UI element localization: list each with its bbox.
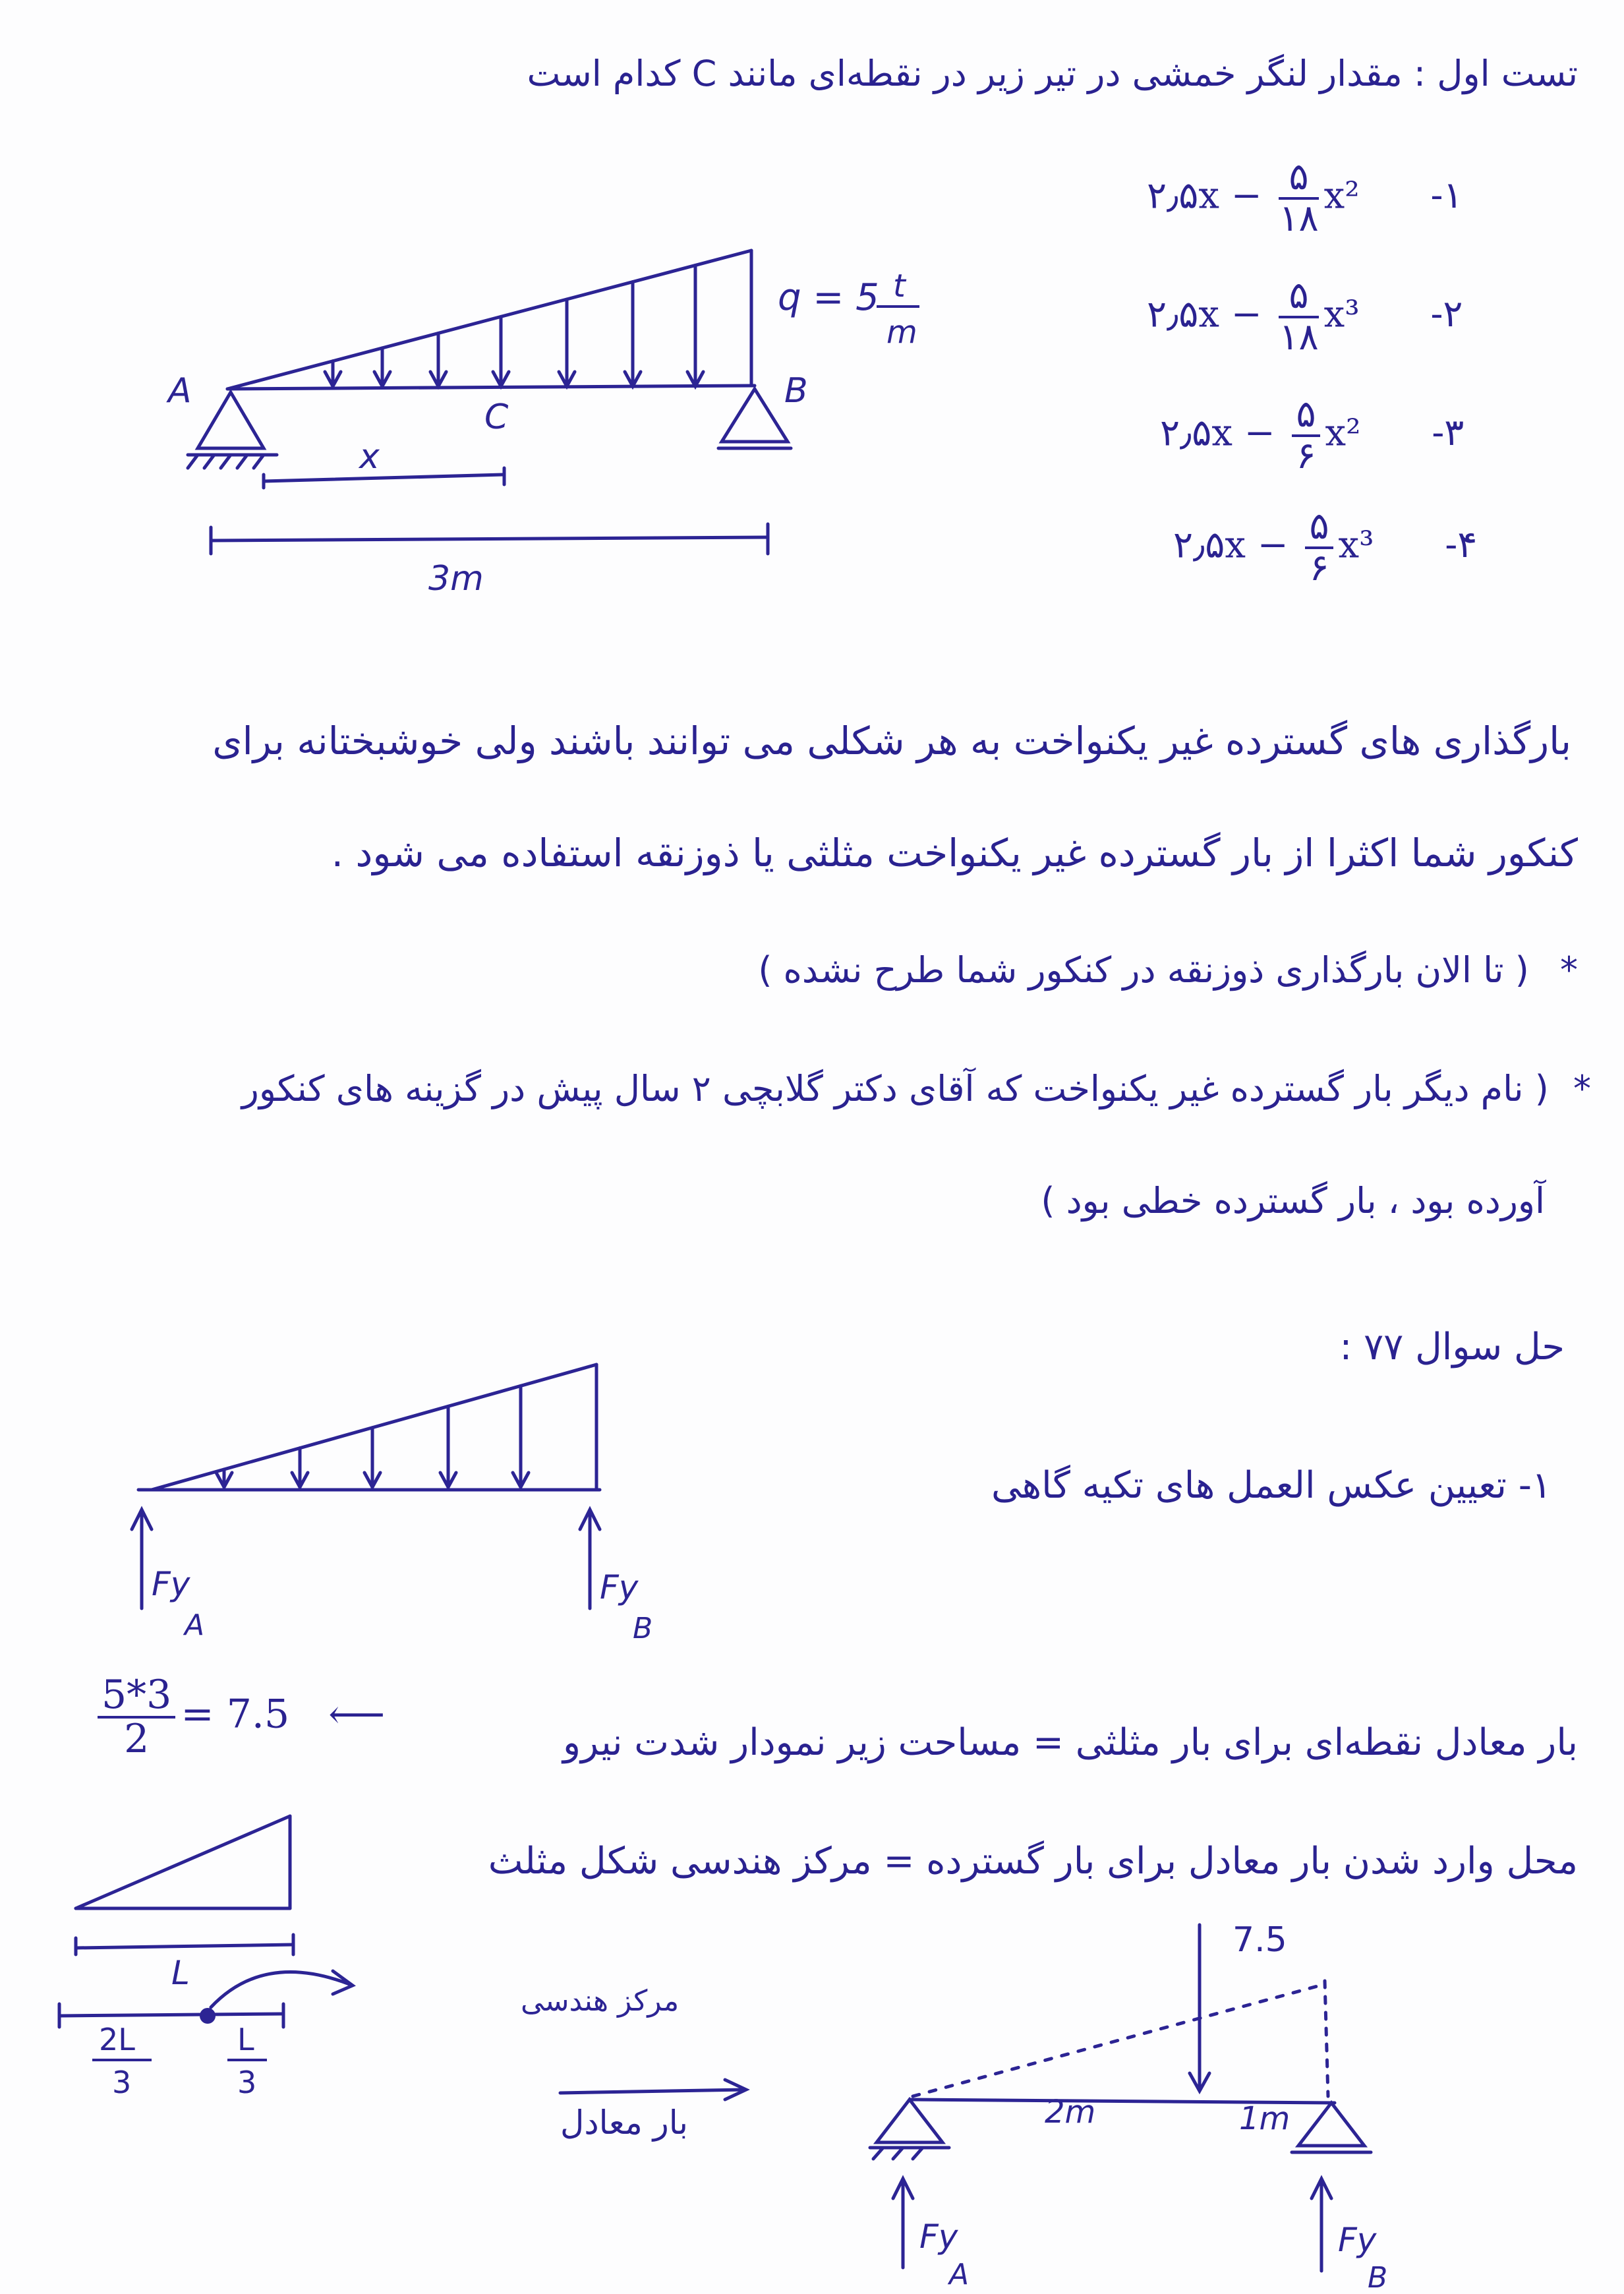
- option-2: ۲٫۵x − $\frac{۵}{۱۸}$ x³ -۲: [1147, 274, 1463, 359]
- option-number: -۲: [1430, 293, 1463, 336]
- question-title: تست اول : مقدار لنگر خمشی در تیر زیر در نقطه‌ای مانند C کدام است: [527, 53, 1578, 94]
- load-unit-den: m: [886, 314, 917, 351]
- fy-b-label: Fy: [600, 1568, 639, 1606]
- label-b: B: [784, 371, 808, 411]
- fy-a-sub: A: [185, 1608, 205, 1642]
- fy-b2-label: Fy: [1338, 2221, 1377, 2259]
- star-marker: *: [1560, 949, 1578, 991]
- option-3: ۲٫۵x − $\frac{۵}{۶}$ x² -۳: [1160, 393, 1464, 477]
- option-number: -۴: [1445, 523, 1478, 567]
- seg2-den: 3: [237, 2065, 257, 2100]
- star-marker: *: [1573, 1068, 1591, 1109]
- load-label: q = 5: [778, 276, 879, 319]
- note-2-line-1: * ( نام دیگر بار گسترده غیر یکنواخت که آقای دکتر گلابچی ۲ سال پیش در گزینه های کنکور: [241, 1068, 1591, 1109]
- label-c: C: [484, 397, 509, 437]
- centroid-label: مرکز هندسی: [521, 1984, 680, 2018]
- fy-a-label: Fy: [152, 1565, 190, 1603]
- equivalent-load-label: بار معادل: [560, 2103, 688, 2142]
- note-2-line-2: آورده بود ، بار گسترده خطی بود ): [1041, 1180, 1545, 1221]
- option-1: ۲٫۵x − $\frac{۵}{۱۸}$ x² -۱: [1147, 156, 1463, 240]
- span-1-label: 2m: [1045, 2094, 1096, 2131]
- fy-a2-sub: A: [949, 2258, 970, 2291]
- dim-total-label: 3m: [428, 559, 484, 599]
- explanation-line-1: بارگذاری های گسترده غیر یکنواخت به هر شکلی می توانند باشند ولی خوشبختانه برای: [212, 719, 1571, 763]
- seg1-den: 3: [112, 2065, 132, 2100]
- load-value-label: 7.5: [1232, 1920, 1287, 1960]
- fy-b2-sub: B: [1368, 2261, 1388, 2294]
- equivalent-load-line: بار معادل نقطه‌ای برای بار مثلثی = مساحت زیر نمودار شدت نیرو: [563, 1721, 1578, 1764]
- arrow-left-icon: ⟵: [328, 1691, 386, 1738]
- span-2-label: 1m: [1239, 2100, 1290, 2137]
- load-unit-num: t: [893, 268, 906, 305]
- load-location-line: محل وارد شدن بار معادل برای بار گسترده = مرکز هندسی شکل مثلث: [488, 1840, 1578, 1883]
- note-1: * ( تا الان بارگذاری ذوزنقه در کنکور شما طرح نشده ): [758, 949, 1578, 991]
- dim-x-label: x: [359, 437, 380, 477]
- seg1-num: 2L: [99, 2022, 135, 2057]
- option-4: ۲٫۵x − $\frac{۵}{۶}$ x³ -۴: [1173, 505, 1478, 589]
- label-a: A: [168, 371, 192, 411]
- equivalent-load-calc: $\frac{5*3}{2}$ = 7.5 ⟵: [92, 1674, 385, 1760]
- option-number: -۱: [1430, 174, 1463, 218]
- fy-b-sub: B: [633, 1612, 653, 1645]
- step-1: ۱- تعیین عکس العمل های تکیه گاهی: [991, 1464, 1552, 1507]
- solution-heading: حل سوال ۷۷ :: [1339, 1326, 1565, 1368]
- explanation-line-2: کنکور شما اکثرا از بار گسترده غیر یکنواخت مثلثی یا ذوزنقه استفاده می شود .: [331, 831, 1578, 875]
- tri-l-label: L: [171, 1954, 190, 1992]
- option-number: -۳: [1432, 411, 1464, 455]
- seg2-num: L: [237, 2022, 254, 2057]
- fy-a2-label: Fy: [919, 2218, 958, 2256]
